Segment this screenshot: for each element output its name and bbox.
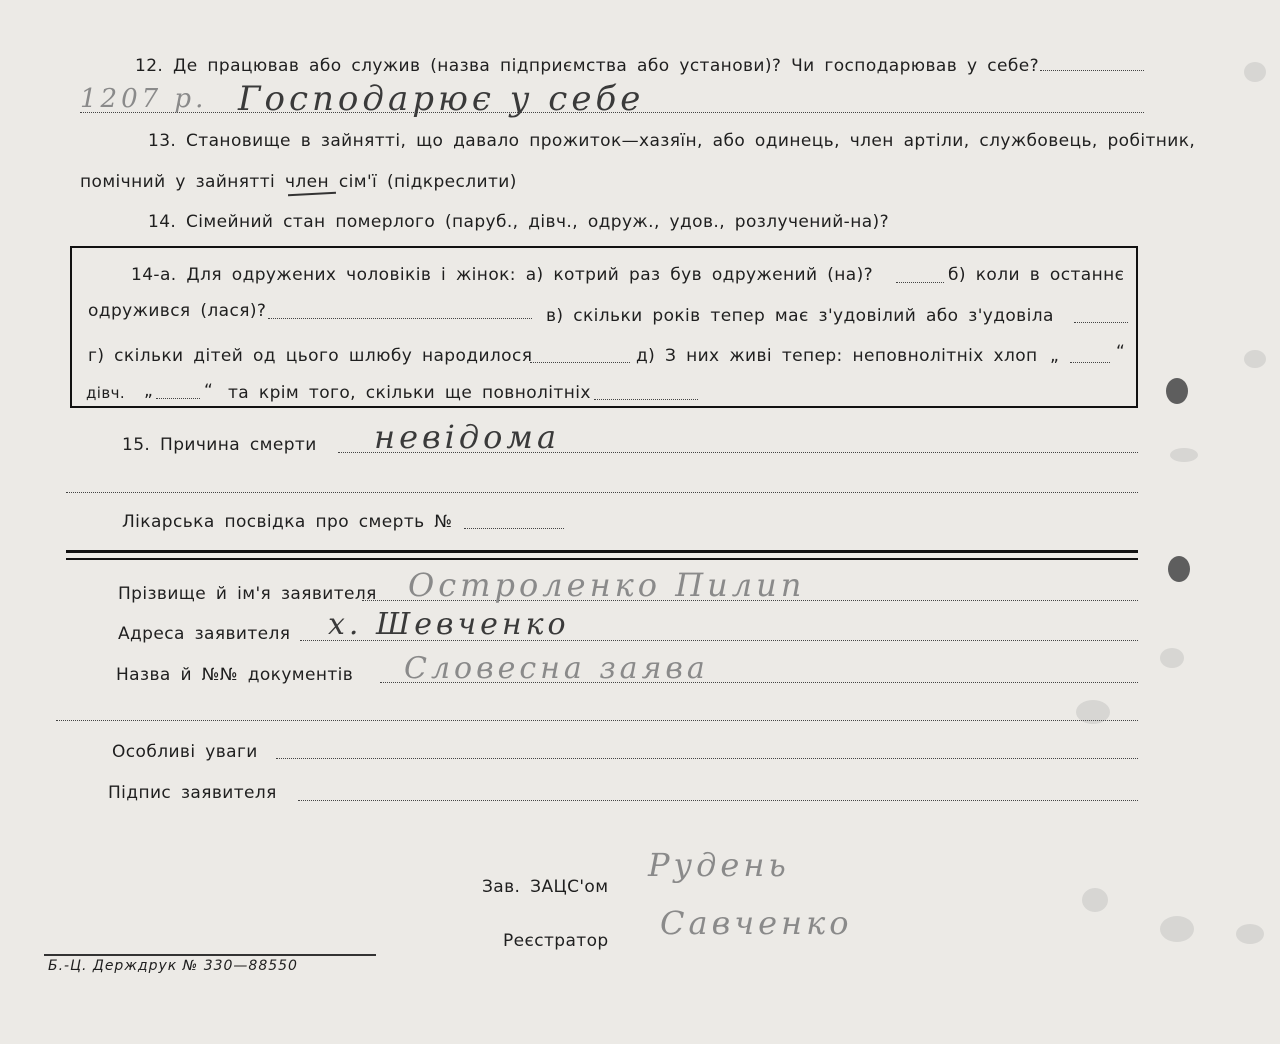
- applicant-signature-line: [298, 800, 1138, 801]
- notes-label: Особливі уваги: [112, 742, 258, 762]
- documents-handwritten: Словесна заява: [404, 651, 709, 686]
- q15-label: 15. Причина смерти: [122, 435, 317, 455]
- q12-handwritten-answer: Господарює у себе: [238, 79, 645, 119]
- q14a-line4-dots: [594, 399, 698, 400]
- tear-mark: [1160, 916, 1194, 942]
- notes-line: [276, 758, 1138, 759]
- section-divider-bottom: [66, 558, 1138, 560]
- section-divider-top: [66, 550, 1138, 553]
- q14a-line2-a: одружився (лася)?: [88, 301, 267, 321]
- q12-label: 12. Де працював або служив (назва підприємства або установи)? Чи господарював у себе?: [135, 56, 1039, 76]
- q14a-line1-a: 14-а. Для одружених чоловіків і жінок: а) котрий раз був одружений (на)?: [131, 265, 874, 285]
- applicant-signature-label: Підпис заявителя: [108, 783, 277, 803]
- medical-certificate-label: Лікарська посвідка про смерть №: [122, 512, 453, 532]
- q15-second-line: [66, 492, 1138, 493]
- q14a-line3-quote-dots: [1070, 362, 1110, 363]
- q13-label-line2: помічний у зайнятті член сім'ї (підкреслити): [80, 172, 517, 192]
- printer-imprint: Б.-Ц. Держдрук № 330—88550: [48, 958, 298, 974]
- tear-mark: [1244, 350, 1266, 368]
- tear-mark: [1170, 448, 1198, 462]
- applicant-name-label: Прізвище й ім'я заявителя: [118, 584, 377, 604]
- applicant-name-handwritten: Остроленко Пилип: [408, 566, 806, 604]
- tear-mark: [1244, 62, 1266, 82]
- punch-hole: [1166, 378, 1188, 404]
- medical-certificate-number-line: [464, 528, 564, 529]
- footer-rule: [44, 954, 376, 956]
- q14a-line4-b: та крім того, скільки ще повнолітніх: [228, 383, 591, 403]
- documents-label: Назва й №№ документів: [116, 665, 354, 685]
- q14a-line4-quote-dots: [156, 398, 200, 399]
- q12-margin-note: 1207 р.: [80, 84, 208, 114]
- q14a-line1-b: б) коли в останнє: [948, 265, 1125, 285]
- q13-label-line1: 13. Становище в зайнятті, що давало прожиток—хазяїн, або одинець, член артіли, службовець, робітник,: [148, 131, 1196, 151]
- q14a-line3-b: д) З них живі тепер: неповнолітніх хлоп: [636, 346, 1038, 366]
- q12-answer-line: [80, 112, 1144, 113]
- tear-mark: [1160, 648, 1184, 668]
- q14a-line2-end-dots: [1074, 322, 1128, 323]
- q14a-line4-quote-open: „: [144, 381, 153, 401]
- q14a-line4-quote-close: “: [204, 381, 213, 401]
- applicant-address-handwritten: х. Шевченко: [328, 607, 570, 642]
- q13-underline-mark: [288, 192, 336, 197]
- tear-mark: [1082, 888, 1108, 912]
- registrar-signature: Савченко: [660, 904, 853, 942]
- documents-second-line: [56, 720, 1138, 721]
- q14-label: 14. Сімейний стан померлого (паруб., дівч., одруж., удов., розлучений-на)?: [148, 212, 889, 232]
- q14a-line2-b: в) скільки років тепер має з'удовілий або з'удовіла: [546, 306, 1054, 326]
- q14a-line3-dots: [530, 362, 630, 363]
- q15-handwritten-answer: невідома: [374, 418, 561, 456]
- q14a-line3-quote-open: „: [1050, 346, 1059, 366]
- punch-hole: [1168, 556, 1190, 582]
- head-of-registry-signature: Рудень: [648, 846, 790, 884]
- q12-dotted-line: [1040, 70, 1144, 71]
- applicant-address-label: Адреса заявителя: [118, 624, 291, 644]
- q14a-line4-a: дівч.: [86, 384, 126, 402]
- q14a-line1-dots: [896, 282, 944, 283]
- head-of-registry-label: Зав. ЗАЦС'ом: [482, 877, 609, 897]
- q14a-line2-dots: [268, 318, 532, 319]
- q14a-line3-a: г) скільки дітей од цього шлюбу народилося: [88, 346, 533, 366]
- q14a-line3-quote-close: “: [1116, 342, 1125, 362]
- registrar-label: Реєстратор: [503, 931, 609, 951]
- tear-mark: [1236, 924, 1264, 944]
